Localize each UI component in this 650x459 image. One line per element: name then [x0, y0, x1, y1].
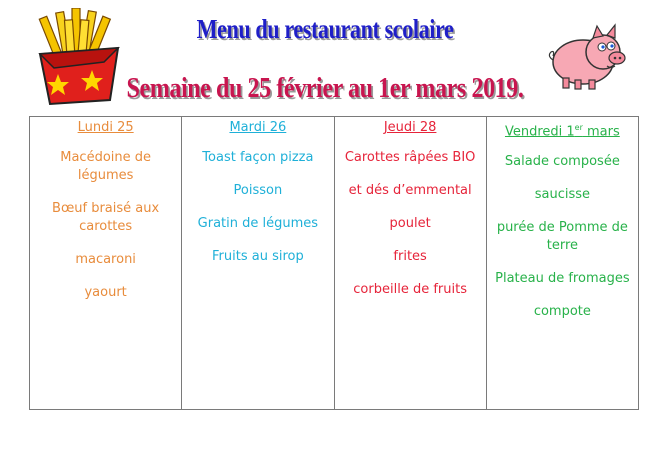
- dish-item: purée de Pomme de terre: [496, 220, 628, 254]
- day-label-thursday: Jeudi 28: [383, 120, 437, 135]
- dish-item: Carottes râpées BIO: [344, 150, 476, 165]
- dish-item: Gratin de légumes: [197, 216, 319, 231]
- page-subtitle: Semaine du 25 février au 1er mars 2019.: [126, 73, 524, 104]
- menu-table: [29, 116, 639, 410]
- day-column-monday: [30, 117, 182, 410]
- day-label-text: Vendredi 1: [504, 124, 575, 140]
- day-column-tuesday: [182, 117, 334, 410]
- day-label-friday: [493, 119, 632, 141]
- day-label-superscript: er: [574, 123, 583, 132]
- dish-item: Fruits au sirop: [212, 249, 304, 264]
- dish-item: poulet: [389, 216, 431, 231]
- dish-item: Toast façon pizza: [202, 150, 314, 165]
- menu-row: [30, 117, 639, 410]
- dish-item: macaroni: [75, 252, 136, 267]
- dish-item: Poisson: [233, 183, 283, 198]
- day-label-tuesday: Mardi 26: [229, 120, 287, 135]
- dish-item: frites: [393, 249, 427, 264]
- dish-item: Bœuf braisé aux carottes: [52, 201, 160, 234]
- day-label-monday: Lundi 25: [77, 120, 134, 135]
- day-column-friday: [486, 117, 638, 410]
- dish-item: yaourt: [84, 285, 127, 300]
- dish-item: saucisse: [534, 187, 591, 203]
- dish-item: Plateau de fromages: [495, 271, 630, 287]
- day-label-month: mars: [582, 124, 620, 140]
- dish-item: et dés d’emmental: [348, 183, 472, 198]
- page-title: Menu du restaurant scolaire: [196, 14, 454, 44]
- day-column-thursday: [334, 117, 486, 410]
- dish-item: Macédoine de légumes: [60, 150, 151, 183]
- dish-item: corbeille de fruits: [353, 282, 467, 297]
- dish-item: Salade composée: [504, 154, 620, 170]
- dish-item: compote: [533, 304, 591, 320]
